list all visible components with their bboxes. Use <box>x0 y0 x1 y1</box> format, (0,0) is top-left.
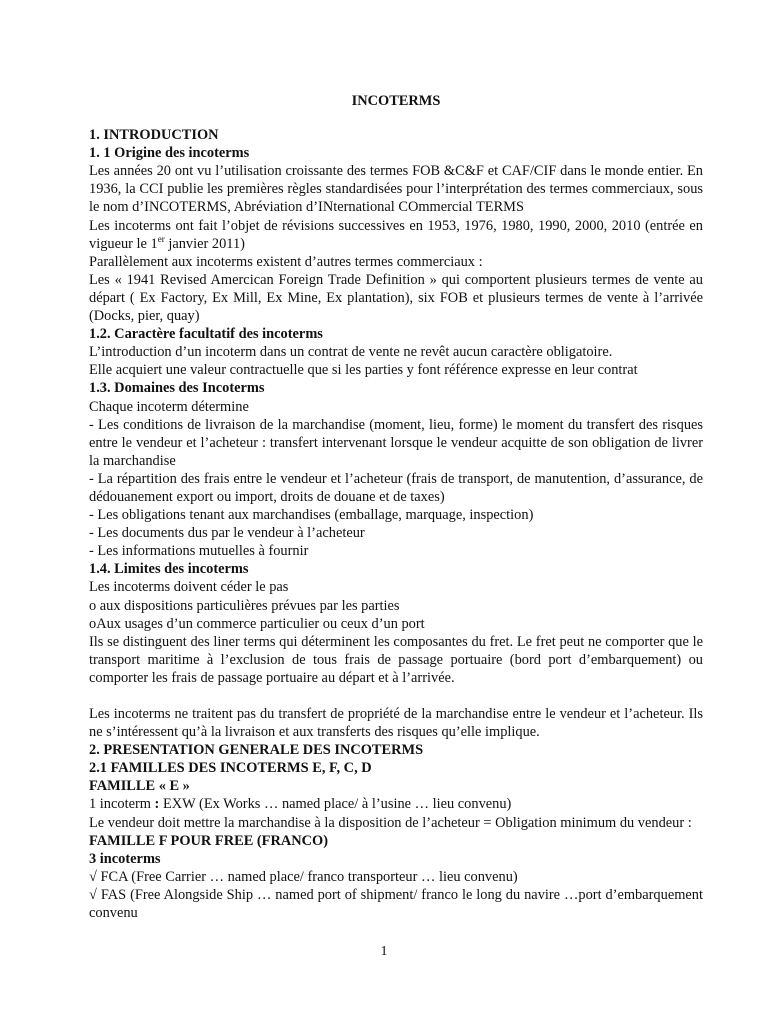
superscript-er: er <box>157 233 165 244</box>
paragraph-origine-1: Les années 20 ont vu l’utilisation croissante des termes FOB &C&F et CAF/CIF dans le monde entier. En 1936, la CCI publie les premières règles standardisées pour l’interprétation des termes commerciaux, sous le nom d’INCOTERMS, Abréviation d’INternational COmmercial TERMS <box>89 163 703 216</box>
family-f-count: 3 incoterms <box>89 850 161 867</box>
family-e-count <box>89 795 703 813</box>
family-e-count-label: 1 incoterm <box>89 796 151 813</box>
paragraph-origine-2 <box>89 217 703 253</box>
list-item-family-f: √ FAS (Free Alongside Ship … named port of shipment/ franco le long du navire …port d’embarquement convenu <box>89 886 703 922</box>
paragraph-limites-1: Ils se distinguent des liner terms qui déterminent les composantes du fret. Le fret peut ne comporter que le transport maritime à l’exclusion de tous frais de passage portuaire (bord port d’embarquement) ou comporter les frais de passage portuaire au départ et à l’arrivée. <box>89 633 703 686</box>
paragraph-origine-3: Parallèlement aux incoterms existent d’autres termes commerciaux : <box>89 253 483 270</box>
section-heading-presentation: 2. PRESENTATION GENERALE DES INCOTERMS <box>89 742 424 759</box>
subsection-heading-limites: 1.4. Limites des incoterms <box>89 561 249 578</box>
family-heading-e: FAMILLE « E » <box>89 778 190 795</box>
subsection-heading-familles: 2.1 FAMILLES DES INCOTERMS E, F, C, D <box>89 760 372 777</box>
list-item-domaines: - Les documents dus par le vendeur à l’acheteur <box>89 525 365 542</box>
list-item-domaines: - La répartition des frais entre le vendeur et l’acheteur (frais de transport, de manutention, d’assurance, de dédouanement export ou import, droits de douane et de taxes) <box>89 470 703 505</box>
subsection-heading-domaines: 1.3. Domaines des Incoterms <box>89 380 265 397</box>
subsection-heading-origine: 1. 1 Origine des incoterms <box>89 145 250 162</box>
list-item-domaines: - Les conditions de livraison de la marchandise (moment, lieu, forme) le moment du transfert des risques entre le vendeur et l’acheteur : transfert intervenant lorsque le vendeur acquitte de son obligation de livrer la marchandise <box>89 416 703 469</box>
paragraph-domaines-intro: Chaque incoterm détermine <box>89 398 249 415</box>
list-item-limites: o aux dispositions particulières prévues par les parties <box>89 597 400 614</box>
paragraph-origine-2-text: Les incoterms ont fait l’objet de révisions successives en 1953, 1976, 1980, 1990, 2000, 2010 (entrée en vigueur le 1 <box>89 217 703 252</box>
section-heading-introduction: 1. INTRODUCTION <box>89 127 219 144</box>
page-number: 1 <box>380 944 388 959</box>
document-title: INCOTERMS <box>351 93 441 109</box>
subsection-heading-caractere: 1.2. Caractère facultatif des incoterms <box>89 326 323 343</box>
list-item-family-f: √ FCA (Free Carrier … named place/ franco transporteur … lieu convenu) <box>89 868 518 885</box>
paragraph-origine-2-end: janvier 2011) <box>164 235 245 252</box>
paragraph-limites-2: Les incoterms ne traitent pas du transfert de propriété de la marchandise entre le vendeur et l’acheteur. Ils ne s’intéressent qu’à la livraison et aux transferts des risques qu’elle implique. <box>89 706 703 741</box>
paragraph-spacer <box>89 687 703 705</box>
paragraph-caractere-2: Elle acquiert une valeur contractuelle que si les parties y font référence expresse en leur contrat <box>89 362 638 379</box>
paragraph-caractere-1: L’introduction d’un incoterm dans un contrat de vente ne revêt aucun caractère obligatoire. <box>89 344 613 361</box>
list-item-limites: oAux usages d’un commerce particulier ou ceux d’un port <box>89 615 425 632</box>
family-e-count-text: EXW (Ex Works … named place/ à l’usine … lieu convenu) <box>162 796 512 813</box>
list-item-domaines: - Les obligations tenant aux marchandises (emballage, marquage, inspection) <box>89 507 534 524</box>
paragraph-limites-intro: Les incoterms doivent céder le pas <box>89 579 289 596</box>
paragraph-origine-4: Les « 1941 Revised Amercican Foreign Trade Definition » qui comportent plusieurs termes de vente au départ ( Ex Factory, Ex Mill, Ex Mine, Ex plantation), six FOB et plusieurs termes de vente à l’arrivée (Docks, pier, quay) <box>89 271 703 325</box>
list-item-domaines: - Les informations mutuelles à fournir <box>89 543 309 560</box>
paragraph-family-e: Le vendeur doit mettre la marchandise à la disposition de l’acheteur = Obligation minimum du vendeur : <box>89 814 692 831</box>
family-e-count-separator: : <box>150 796 163 813</box>
family-heading-f: FAMILLE F POUR FREE (FRANCO) <box>89 832 329 849</box>
